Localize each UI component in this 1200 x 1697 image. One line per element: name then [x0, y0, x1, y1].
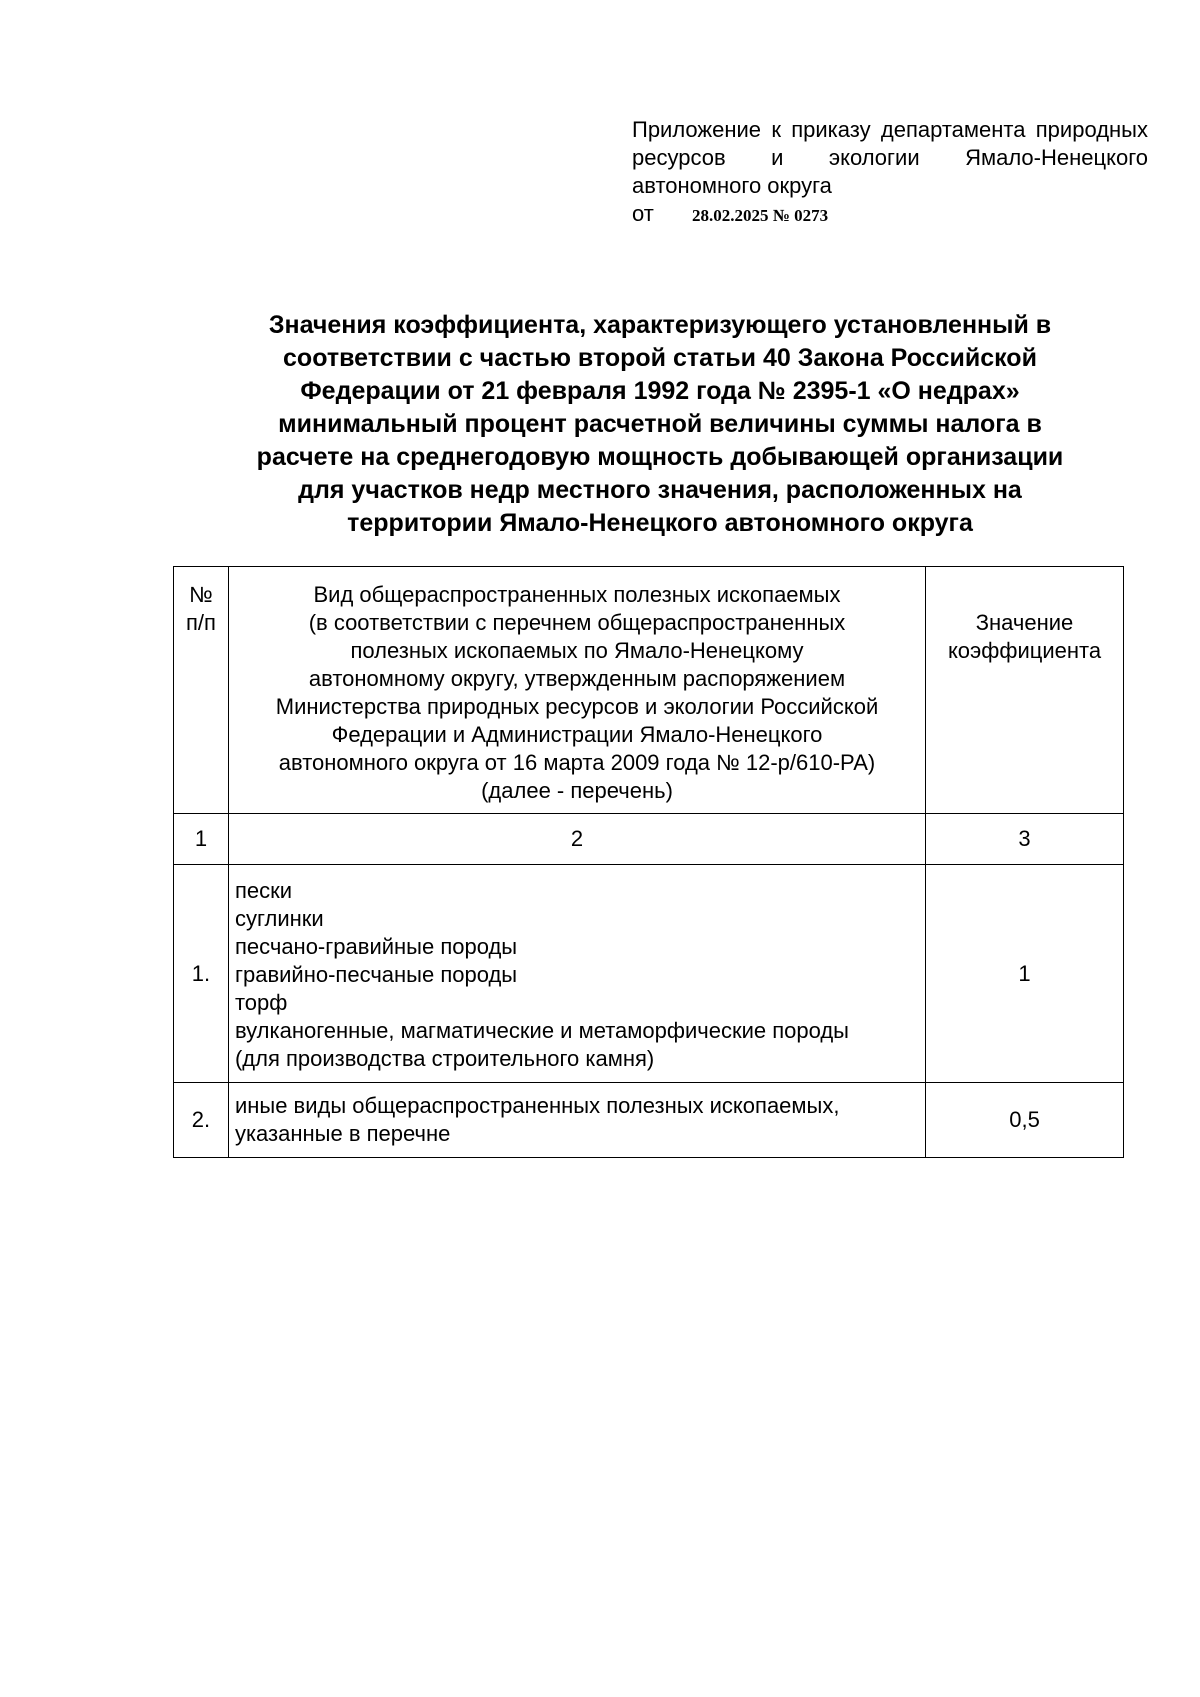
- header-kind-line: Федерации и Администрации Ямало-Ненецкого: [331, 722, 823, 747]
- header-kind-line: автономного округа от 16 марта 2009 года № 12-р/610-РА): [278, 750, 876, 775]
- header-value-line: Значение: [975, 610, 1074, 635]
- header-kind-cell: [228, 567, 925, 814]
- appendix-block: [632, 116, 1148, 230]
- header-kind-line: полезных ископаемых по Ямало-Ненецкому: [350, 638, 804, 663]
- column-index-cell: 3: [926, 814, 1124, 865]
- row-num-cell: 2.: [174, 1083, 229, 1158]
- mineral-kind-line: иные виды общераспространенных полезных ископаемых,: [234, 1093, 840, 1118]
- header-num-cell: [174, 567, 229, 814]
- row-num-cell: 1.: [174, 865, 229, 1083]
- table-row: [174, 1083, 1124, 1158]
- title-line: Федерации от 21 февраля 1992 года № 2395-1 «О недрах»: [300, 377, 1020, 405]
- title-line: соответствии с частью второй статьи 40 Закона Российской: [283, 344, 1037, 372]
- row-kind-cell: [228, 865, 925, 1083]
- header-value-line: коэффициента: [947, 638, 1102, 663]
- row-value-cell: 0,5: [926, 1083, 1124, 1158]
- mineral-kind-line: (для производства строительного камня): [234, 1045, 655, 1071]
- mineral-kind-line: указанные в перечне: [234, 1121, 451, 1146]
- appendix-text: Приложение к приказу департамента природных ресурсов и экологии Ямало-Ненецкого автономного округа: [632, 117, 1148, 198]
- header-kind-line: Министерства природных ресурсов и экологии Российской: [275, 694, 879, 719]
- column-index-cell: 1: [174, 814, 229, 865]
- header-num-symbol: №: [189, 582, 213, 607]
- title-line: территории Ямало-Ненецкого автономного округа: [347, 509, 973, 537]
- mineral-kind-line: песчано-гравийные породы: [234, 933, 518, 959]
- document-title: [180, 309, 1140, 540]
- column-index-row: [174, 814, 1124, 865]
- mineral-kind-line: суглинки: [234, 905, 324, 931]
- title-line: для участков недр местного значения, расположенных на: [298, 476, 1022, 504]
- date-prefix: от: [632, 201, 654, 226]
- mineral-kind-line: гравийно-песчаные породы: [234, 961, 518, 987]
- row-kind-cell: [228, 1083, 925, 1158]
- header-value-cell: [926, 567, 1124, 814]
- row-value-cell: 1: [926, 865, 1124, 1083]
- title-line: расчете на среднегодовую мощность добывающей организации: [256, 443, 1064, 471]
- order-date-number: 28.02.2025 № 0273: [692, 206, 829, 225]
- header-kind-line: (далее - перечень): [481, 778, 673, 803]
- table-header-row: [174, 567, 1124, 814]
- title-line: минимальный процент расчетной величины суммы налога в: [278, 410, 1042, 438]
- mineral-kind-line: торф: [234, 989, 288, 1015]
- table-row: [174, 865, 1124, 1083]
- header-kind-line: автономному округу, утвержденным распоряжением: [308, 666, 846, 691]
- title-line: Значения коэффициента, характеризующего установленный в: [268, 311, 1052, 339]
- mineral-kind-line: вулканогенные, магматические и метаморфические породы: [234, 1017, 849, 1043]
- header-kind-line: Вид общераспространенных полезных ископаемых: [313, 582, 841, 607]
- header-kind-line: (в соответствии с перечнем общераспространенных: [308, 610, 846, 635]
- column-index-cell: 2: [228, 814, 925, 865]
- coefficient-table: [173, 566, 1124, 1158]
- appendix-date-line: [632, 200, 1148, 230]
- header-num-abbrev: п/п: [186, 610, 216, 635]
- mineral-kind-line: пески: [234, 877, 293, 903]
